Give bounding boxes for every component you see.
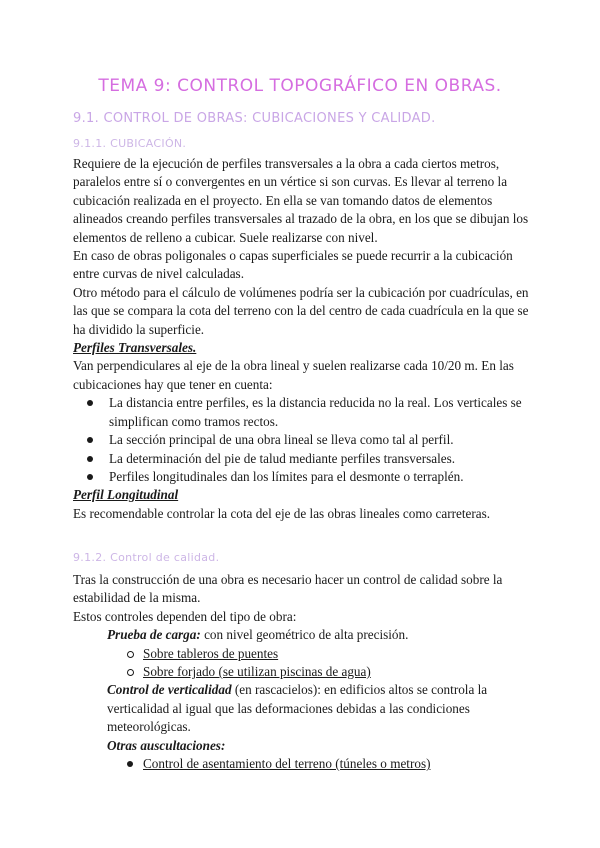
list-item <box>73 431 533 449</box>
prueba-carga-text: con nivel geométrico de alta precisión. <box>200 627 409 643</box>
paragraph: Tras la construcción de una obra es necesario hacer un control de calidad sobre la estabilidad de la misma. <box>73 572 503 606</box>
paragraph: Es recomendable controlar la cota del eje de las obras lineales como carreteras. <box>73 505 491 521</box>
subsection-heading-cubicacion: 9.1.1. CUBICACIÓN. <box>73 137 187 150</box>
paragraph: Requiere de la ejecución de perfiles transversales a la obra a cada ciertos metros, paralelos entre sí o convergentes en un vértice si son curvas. Es llevar al terreno la cubicación realizada en el proyecto. En ella se van tomando datos de elementos alineados creando perfiles transversales al trazado de la obra, en los que se dibujan los elementos de relleno a cubicar. Suele realizarse con nivel. <box>73 156 529 245</box>
bullet-icon <box>127 761 133 767</box>
list-item <box>73 663 533 681</box>
list-item <box>73 645 533 663</box>
list-item <box>73 394 533 431</box>
perfiles-transversales-heading: Perfiles Transversales. <box>73 340 197 356</box>
list-item-text: Perfiles longitudinales dan los límites para el desmonte o terraplén. <box>109 468 464 484</box>
bullet-icon <box>87 456 93 462</box>
paragraph: En caso de obras poligonales o capas superficiales se puede recurrir a la cubicación entre curvas de nivel calculadas. <box>73 248 513 282</box>
bullet-list <box>73 394 533 486</box>
bullet-icon <box>87 437 93 443</box>
perfil-longitudinal-heading: Perfil Longitudinal <box>73 487 179 503</box>
paragraph: Otro método para el cálculo de volúmenes podría ser la cubicación por cuadrículas, en las que se compara la cota del terreno con la del centro de cada cuadrícula en la que se ha dividido la superficie. <box>73 284 529 337</box>
list-item-text: La determinación del pie de talud mediante perfiles transversales. <box>109 450 456 466</box>
paragraph: Estos controles dependen del tipo de obra: <box>73 608 297 624</box>
list-item <box>73 468 533 486</box>
section-heading: 9.1. CONTROL DE OBRAS: CUBICACIONES Y CALIDAD. <box>73 111 436 126</box>
circle-bullet-icon <box>127 651 134 658</box>
list-item-text: La distancia entre perfiles, es la distancia reducida no la real. Los verticales se simplifican como tramos rectos. <box>109 395 522 429</box>
otras-auscultaciones-label: Otras auscultaciones: <box>107 737 226 753</box>
otras-auscultaciones-line <box>73 737 533 755</box>
page-title: TEMA 9: CONTROL TOPOGRÁFICO EN OBRAS. <box>98 76 502 96</box>
prueba-carga-label: Prueba de carga: <box>107 627 201 643</box>
bullet-icon <box>87 474 93 480</box>
verticalidad-label: Control de verticalidad <box>107 682 232 698</box>
calidad-body <box>73 571 533 773</box>
paragraph: Van perpendiculares al eje de la obra lineal y suelen realizarse cada 10/20 m. En las cubicaciones hay que tener en cuenta: <box>73 358 514 392</box>
cubicacion-body <box>73 155 533 523</box>
list-item-text: Sobre forjado (se utilizan piscinas de agua) <box>143 664 371 680</box>
bullet-icon <box>87 400 93 406</box>
circle-bullet-icon <box>127 669 134 676</box>
list-item-text: Control de asentamiento del terreno (túneles o metros) <box>143 756 431 772</box>
verticalidad-text: (en rascacielos): en edificios altos se controla la verticalidad al igual que las deformaciones debidas a las condiciones meteorológicas. <box>107 682 488 735</box>
list-item-text: Sobre tableros de puentes <box>143 645 279 661</box>
list-item <box>73 755 533 773</box>
list-item <box>73 450 533 468</box>
list-item-text: La sección principal de una obra lineal se lleva como tal al perfil. <box>109 432 454 448</box>
subsection-heading-calidad: 9.1.2. Control de calidad. <box>73 551 220 564</box>
prueba-carga-line <box>73 626 533 644</box>
verticalidad-paragraph <box>73 681 533 736</box>
